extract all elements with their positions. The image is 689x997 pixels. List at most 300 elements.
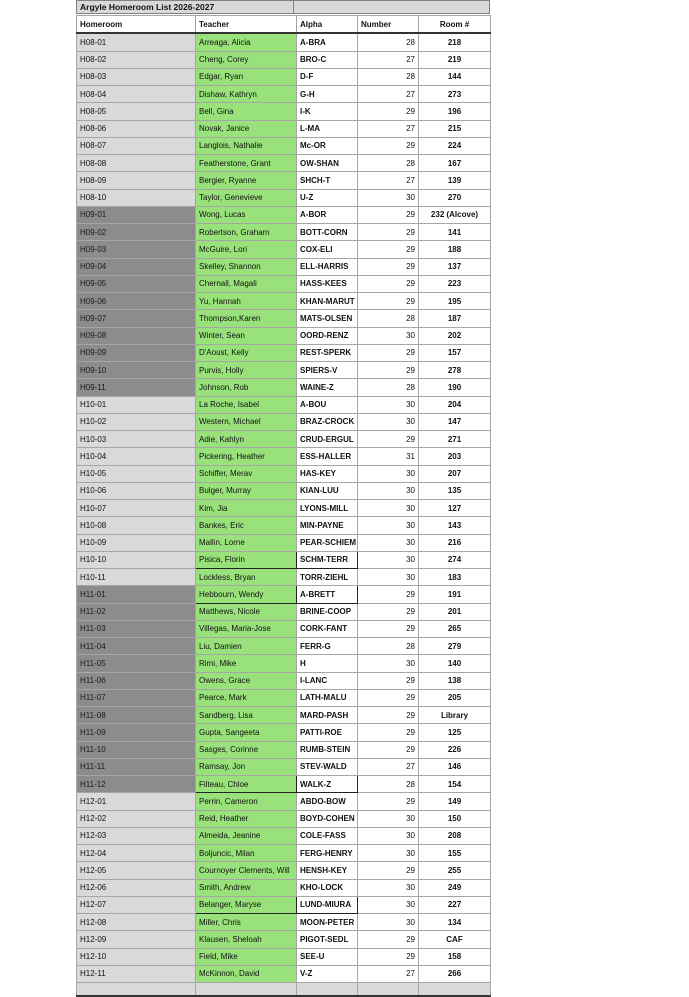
room-cell[interactable]: 167 [419,155,491,172]
room-cell[interactable]: 157 [419,344,491,361]
room-cell[interactable]: 188 [419,241,491,258]
alpha-cell[interactable]: LYONS-MILL [297,500,358,517]
header-room[interactable]: Room # [419,16,491,34]
homeroom-cell[interactable]: H08-01 [77,33,196,51]
teacher-cell[interactable]: Ramsay, Jon [196,758,297,775]
number-cell[interactable]: 29 [358,724,419,741]
alpha-cell[interactable]: SHCH-T [297,172,358,189]
number-cell[interactable]: 30 [358,655,419,672]
room-cell[interactable]: 143 [419,517,491,534]
homeroom-cell[interactable]: H12-01 [77,793,196,810]
number-cell[interactable]: 28 [358,310,419,327]
teacher-cell[interactable]: Dishaw, Kathryn [196,86,297,103]
number-cell[interactable]: 28 [358,638,419,655]
teacher-cell[interactable]: Klausen, Sheloah [196,931,297,948]
number-cell[interactable]: 29 [358,707,419,724]
table-row [77,517,491,534]
room-cell[interactable]: 144 [419,68,491,85]
title-filler-cell[interactable] [294,0,490,14]
homeroom-cell[interactable]: H12-10 [77,948,196,965]
homeroom-cell[interactable]: H09-04 [77,258,196,275]
alpha-cell[interactable]: KHAN-MARUT [297,293,358,310]
homeroom-cell[interactable]: H09-03 [77,241,196,258]
alpha-cell[interactable]: LATH-MALU [297,689,358,706]
sheet-title[interactable]: Argyle Homeroom List 2026-2027 [76,0,294,14]
alpha-cell[interactable]: STEV-WALD [297,758,358,775]
homeroom-cell[interactable]: H10-11 [77,569,196,586]
teacher-cell[interactable]: Robertson, Graham [196,224,297,241]
room-cell[interactable]: 139 [419,172,491,189]
teacher-cell[interactable]: Kim, Jia [196,500,297,517]
alpha-cell[interactable]: A-BRETT [297,586,358,603]
number-cell[interactable]: 30 [358,534,419,551]
alpha-cell[interactable]: A-BOU [297,396,358,413]
alpha-cell[interactable]: L-MA [297,120,358,137]
homeroom-cell[interactable]: H09-09 [77,344,196,361]
footer-cell[interactable] [196,983,297,997]
alpha-cell[interactable]: KHO-LOCK [297,879,358,896]
homeroom-cell[interactable]: H08-09 [77,172,196,189]
room-cell[interactable]: 155 [419,845,491,862]
room-cell[interactable]: 271 [419,431,491,448]
number-cell[interactable]: 28 [358,379,419,396]
room-cell[interactable]: 191 [419,586,491,603]
alpha-cell[interactable]: WAINE-Z [297,379,358,396]
number-cell[interactable]: 29 [358,689,419,706]
teacher-cell[interactable]: Owens, Grace [196,672,297,689]
table-row [77,620,491,637]
alpha-cell[interactable]: SCHM-TERR [297,551,358,568]
homeroom-cell[interactable]: H11-02 [77,603,196,620]
homeroom-cell[interactable]: H11-12 [77,776,196,793]
header-number[interactable]: Number [358,16,419,34]
alpha-cell[interactable]: CORK-FANT [297,620,358,637]
alpha-cell[interactable]: BRINE-COOP [297,603,358,620]
teacher-cell[interactable]: D'Aoust, Kelly [196,344,297,361]
number-cell[interactable]: 27 [358,51,419,68]
alpha-cell[interactable]: BOTT-CORN [297,224,358,241]
number-cell[interactable]: 29 [358,431,419,448]
teacher-cell[interactable]: Boljuncic, Milan [196,845,297,862]
alpha-cell[interactable]: HASS-KEES [297,275,358,292]
alpha-cell[interactable]: HAS-KEY [297,465,358,482]
room-cell[interactable]: 232 (Alcove) [419,206,491,223]
room-cell[interactable]: 278 [419,362,491,379]
room-cell[interactable]: 203 [419,448,491,465]
teacher-cell[interactable]: Filteau, Chloe [196,776,297,793]
alpha-cell[interactable]: COX-ELI [297,241,358,258]
room-cell[interactable]: 150 [419,810,491,827]
teacher-cell[interactable]: Edgar, Ryan [196,68,297,85]
alpha-cell[interactable]: COLE-FASS [297,827,358,844]
room-cell[interactable]: 223 [419,275,491,292]
teacher-cell[interactable]: Sasges, Corinne [196,741,297,758]
room-cell[interactable]: 205 [419,689,491,706]
number-cell[interactable]: 29 [358,103,419,120]
room-cell[interactable]: 208 [419,827,491,844]
alpha-cell[interactable]: ABDO-BOW [297,793,358,810]
alpha-cell[interactable]: BOYD-COHEN [297,810,358,827]
homeroom-cell[interactable]: H11-09 [77,724,196,741]
number-cell[interactable]: 29 [358,948,419,965]
room-cell[interactable]: 249 [419,879,491,896]
alpha-cell[interactable]: SPIERS-V [297,362,358,379]
homeroom-cell[interactable]: H08-10 [77,189,196,206]
room-cell[interactable]: 190 [419,379,491,396]
number-cell[interactable]: 30 [358,845,419,862]
number-cell[interactable]: 30 [358,879,419,896]
teacher-cell[interactable]: Mallin, Lorne [196,534,297,551]
homeroom-cell[interactable]: H11-11 [77,758,196,775]
footer-cell[interactable] [297,983,358,997]
teacher-cell[interactable]: Thompson,Karen [196,310,297,327]
teacher-cell[interactable]: Western, Michael [196,413,297,430]
homeroom-cell[interactable]: H08-02 [77,51,196,68]
alpha-cell[interactable]: ESS-HALLER [297,448,358,465]
homeroom-cell[interactable]: H08-08 [77,155,196,172]
alpha-cell[interactable]: V-Z [297,965,358,982]
room-cell[interactable]: 146 [419,758,491,775]
alpha-cell[interactable]: TORR-ZIEHL [297,569,358,586]
teacher-cell[interactable]: Pearce, Mark [196,689,297,706]
room-cell[interactable]: 140 [419,655,491,672]
homeroom-cell[interactable]: H09-07 [77,310,196,327]
homeroom-cell[interactable]: H09-05 [77,275,196,292]
number-cell[interactable]: 30 [358,465,419,482]
homeroom-cell[interactable]: H09-06 [77,293,196,310]
teacher-cell[interactable]: Johnson, Rob [196,379,297,396]
alpha-cell[interactable]: HENSH-KEY [297,862,358,879]
number-cell[interactable]: 28 [358,155,419,172]
room-cell[interactable]: 134 [419,914,491,931]
alpha-cell[interactable]: Mc-OR [297,137,358,154]
alpha-cell[interactable]: REST-SPERK [297,344,358,361]
room-cell[interactable]: 218 [419,33,491,51]
footer-cell[interactable] [77,983,196,997]
room-cell[interactable]: Library [419,707,491,724]
number-cell[interactable]: 31 [358,448,419,465]
room-cell[interactable]: 219 [419,51,491,68]
room-cell[interactable]: 202 [419,327,491,344]
alpha-cell[interactable]: I-LANC [297,672,358,689]
homeroom-cell[interactable]: H11-10 [77,741,196,758]
alpha-cell[interactable]: MATS-OLSEN [297,310,358,327]
teacher-cell[interactable]: Novak, Janice [196,120,297,137]
table-row [77,396,491,413]
homeroom-cell[interactable]: H10-01 [77,396,196,413]
teacher-cell[interactable]: Lockless, Bryan [196,569,297,586]
number-cell[interactable]: 29 [358,275,419,292]
teacher-cell[interactable]: La Roche, Isabel [196,396,297,413]
room-cell[interactable]: 227 [419,896,491,913]
alpha-cell[interactable]: SEE-U [297,948,358,965]
homeroom-cell[interactable]: H11-07 [77,689,196,706]
room-cell[interactable]: 279 [419,638,491,655]
table-row [77,724,491,741]
teacher-cell[interactable]: Smith, Andrew [196,879,297,896]
room-cell[interactable]: 201 [419,603,491,620]
room-cell[interactable]: 265 [419,620,491,637]
number-cell[interactable]: 30 [358,827,419,844]
homeroom-cell[interactable]: H10-05 [77,465,196,482]
teacher-cell[interactable]: Reid, Heather [196,810,297,827]
teacher-cell[interactable]: Liu, Damien [196,638,297,655]
number-cell[interactable]: 30 [358,500,419,517]
alpha-cell[interactable]: KIAN-LUU [297,482,358,499]
room-cell[interactable]: 216 [419,534,491,551]
homeroom-cell[interactable]: H12-06 [77,879,196,896]
teacher-cell[interactable]: Hebbourn, Wendy [196,586,297,603]
teacher-cell[interactable]: Pickering, Heather [196,448,297,465]
room-cell[interactable]: 127 [419,500,491,517]
teacher-cell[interactable]: Schiffer, Merav [196,465,297,482]
teacher-cell[interactable]: Skelley, Shannon [196,258,297,275]
room-cell[interactable]: CAF [419,931,491,948]
number-cell[interactable]: 29 [358,586,419,603]
room-cell[interactable]: 135 [419,482,491,499]
teacher-cell[interactable]: Chernall, Magali [196,275,297,292]
room-cell[interactable]: 224 [419,137,491,154]
number-cell[interactable]: 29 [358,741,419,758]
number-cell[interactable]: 29 [358,241,419,258]
footer-cell[interactable] [358,983,419,997]
number-cell[interactable]: 28 [358,776,419,793]
homeroom-cell[interactable]: H12-08 [77,914,196,931]
teacher-cell[interactable]: Gupta, Sangeeta [196,724,297,741]
homeroom-cell[interactable]: H10-03 [77,431,196,448]
alpha-cell[interactable]: MOON-PETER [297,914,358,931]
alpha-cell[interactable]: OORD-RENZ [297,327,358,344]
header-homeroom[interactable]: Homeroom [77,16,196,34]
room-cell[interactable]: 215 [419,120,491,137]
number-cell[interactable]: 28 [358,33,419,51]
alpha-cell[interactable]: G-H [297,86,358,103]
room-cell[interactable]: 195 [419,293,491,310]
table-row [77,845,491,862]
homeroom-cell[interactable]: H12-09 [77,931,196,948]
number-cell[interactable]: 29 [358,344,419,361]
number-cell[interactable]: 30 [358,482,419,499]
header-alpha[interactable]: Alpha [297,16,358,34]
teacher-cell[interactable]: McKinnon, David [196,965,297,982]
number-cell[interactable]: 29 [358,206,419,223]
teacher-cell[interactable]: Belanger, Maryse [196,896,297,913]
teacher-cell[interactable]: Matthews, Nicole [196,603,297,620]
room-cell[interactable]: 273 [419,86,491,103]
teacher-cell[interactable]: Pisica, Florin [196,551,297,568]
number-cell[interactable]: 30 [358,517,419,534]
table-row [77,689,491,706]
number-cell[interactable]: 30 [358,413,419,430]
homeroom-spreadsheet [76,0,490,997]
teacher-cell[interactable]: Taylor, Genevieve [196,189,297,206]
alpha-cell[interactable]: PATTI-ROE [297,724,358,741]
teacher-cell[interactable]: Wong, Lucas [196,206,297,223]
alpha-cell[interactable]: BRAZ-CROCK [297,413,358,430]
teacher-cell[interactable]: Langlois, Nathalie [196,137,297,154]
homeroom-cell[interactable]: H12-11 [77,965,196,982]
homeroom-cell[interactable]: H11-08 [77,707,196,724]
teacher-cell[interactable]: Winter, Sean [196,327,297,344]
alpha-cell[interactable]: I-K [297,103,358,120]
room-cell[interactable]: 141 [419,224,491,241]
number-cell[interactable]: 30 [358,551,419,568]
teacher-cell[interactable]: Bell, Gina [196,103,297,120]
teacher-cell[interactable]: Villegas, Maria-Jose [196,620,297,637]
room-cell[interactable]: 204 [419,396,491,413]
alpha-cell[interactable]: MARD-PASH [297,707,358,724]
teacher-cell[interactable]: Bergier, Ryanne [196,172,297,189]
alpha-cell[interactable]: H [297,655,358,672]
homeroom-cell[interactable]: H12-07 [77,896,196,913]
number-cell[interactable]: 29 [358,931,419,948]
room-cell[interactable]: 158 [419,948,491,965]
number-cell[interactable]: 30 [358,396,419,413]
number-cell[interactable]: 29 [358,137,419,154]
number-cell[interactable]: 30 [358,327,419,344]
homeroom-cell[interactable]: H11-01 [77,586,196,603]
number-cell[interactable]: 29 [358,293,419,310]
room-cell[interactable]: 207 [419,465,491,482]
room-cell[interactable]: 270 [419,189,491,206]
homeroom-cell[interactable]: H09-10 [77,362,196,379]
homeroom-cell[interactable]: H10-06 [77,482,196,499]
alpha-cell[interactable]: PEAR-SCHIEM [297,534,358,551]
room-cell[interactable]: 183 [419,569,491,586]
teacher-cell[interactable]: Field, Mike [196,948,297,965]
number-cell[interactable]: 29 [358,603,419,620]
homeroom-cell[interactable]: H08-07 [77,137,196,154]
alpha-cell[interactable]: BRO-C [297,51,358,68]
homeroom-cell[interactable]: H10-09 [77,534,196,551]
room-cell[interactable]: 149 [419,793,491,810]
number-cell[interactable]: 30 [358,810,419,827]
alpha-cell[interactable]: WALK-Z [297,776,358,793]
alpha-cell[interactable]: PIGOT-SEDL [297,931,358,948]
homeroom-cell[interactable]: H09-11 [77,379,196,396]
homeroom-cell[interactable]: H12-03 [77,827,196,844]
alpha-cell[interactable]: MIN-PAYNE [297,517,358,534]
alpha-cell[interactable]: FERR-G [297,638,358,655]
room-cell[interactable]: 125 [419,724,491,741]
alpha-cell[interactable]: U-Z [297,189,358,206]
number-cell[interactable]: 29 [358,224,419,241]
homeroom-cell[interactable]: H10-02 [77,413,196,430]
teacher-cell[interactable]: Adie, Kahlyn [196,431,297,448]
number-cell[interactable]: 29 [358,672,419,689]
alpha-cell[interactable]: LUND-MIURA [297,896,358,913]
number-cell[interactable]: 29 [358,620,419,637]
number-cell[interactable]: 27 [358,965,419,982]
teacher-cell[interactable]: Perrin, Cameron [196,793,297,810]
homeroom-cell[interactable]: H11-03 [77,620,196,637]
number-cell[interactable]: 27 [358,758,419,775]
room-cell[interactable]: 255 [419,862,491,879]
room-cell[interactable]: 138 [419,672,491,689]
teacher-cell[interactable]: Purvis, Holly [196,362,297,379]
table-row [77,68,491,85]
number-cell[interactable]: 30 [358,914,419,931]
alpha-cell[interactable]: A-BOR [297,206,358,223]
homeroom-cell[interactable]: H12-04 [77,845,196,862]
table-row [77,448,491,465]
teacher-cell[interactable]: Bulger, Murray [196,482,297,499]
homeroom-cell[interactable]: H09-02 [77,224,196,241]
room-cell[interactable]: 154 [419,776,491,793]
table-row [77,275,491,292]
teacher-cell[interactable]: Rimi, Mike [196,655,297,672]
number-cell[interactable]: 29 [358,258,419,275]
alpha-cell[interactable]: D-F [297,68,358,85]
alpha-cell[interactable]: CRUD-ERGUL [297,431,358,448]
table-row [77,189,491,206]
number-cell[interactable]: 27 [358,86,419,103]
homeroom-cell[interactable]: H08-04 [77,86,196,103]
number-cell[interactable]: 30 [358,189,419,206]
teacher-cell[interactable]: Cournoyer Clements, Will [196,862,297,879]
number-cell[interactable]: 29 [358,362,419,379]
homeroom-cell[interactable]: H09-01 [77,206,196,223]
room-cell[interactable]: 266 [419,965,491,982]
homeroom-cell[interactable]: H08-06 [77,120,196,137]
teacher-cell[interactable]: Sandberg, Lisa [196,707,297,724]
number-cell[interactable]: 27 [358,120,419,137]
teacher-cell[interactable]: Yu, Hannah [196,293,297,310]
room-cell[interactable]: 196 [419,103,491,120]
homeroom-cell[interactable]: H08-03 [77,68,196,85]
homeroom-cell[interactable]: H08-05 [77,103,196,120]
alpha-cell[interactable]: ELL-HARRIS [297,258,358,275]
number-cell[interactable]: 30 [358,569,419,586]
teacher-cell[interactable]: Arreaga, Alicia [196,33,297,51]
room-cell[interactable]: 274 [419,551,491,568]
homeroom-cell[interactable]: H11-04 [77,638,196,655]
homeroom-cell[interactable]: H12-02 [77,810,196,827]
homeroom-cell[interactable]: H10-07 [77,500,196,517]
room-cell[interactable]: 226 [419,741,491,758]
table-row [77,569,491,586]
homeroom-cell[interactable]: H12-05 [77,862,196,879]
teacher-cell[interactable]: McGuire, Lori [196,241,297,258]
room-cell[interactable]: 147 [419,413,491,430]
alpha-cell[interactable]: OW-SHAN [297,155,358,172]
teacher-cell[interactable]: Almeida, Jeanine [196,827,297,844]
teacher-cell[interactable]: Miller, Chris [196,914,297,931]
header-teacher[interactable]: Teacher [196,16,297,34]
homeroom-cell[interactable]: H11-05 [77,655,196,672]
number-cell[interactable]: 27 [358,172,419,189]
teacher-cell[interactable]: Featherstone, Grant [196,155,297,172]
number-cell[interactable]: 30 [358,896,419,913]
footer-cell[interactable] [419,983,491,997]
homeroom-cell[interactable]: H11-06 [77,672,196,689]
room-cell[interactable]: 187 [419,310,491,327]
teacher-cell[interactable]: Bankes, Eric [196,517,297,534]
alpha-cell[interactable]: A-BRA [297,33,358,51]
number-cell[interactable]: 29 [358,862,419,879]
table-row [77,638,491,655]
homeroom-cell[interactable]: H10-04 [77,448,196,465]
homeroom-cell[interactable]: H09-08 [77,327,196,344]
alpha-cell[interactable]: RUMB-STEIN [297,741,358,758]
number-cell[interactable]: 29 [358,793,419,810]
homeroom-cell[interactable]: H10-08 [77,517,196,534]
number-cell[interactable]: 28 [358,68,419,85]
teacher-cell[interactable]: Cheng, Corey [196,51,297,68]
homeroom-cell[interactable]: H10-10 [77,551,196,568]
room-cell[interactable]: 137 [419,258,491,275]
alpha-cell[interactable]: FERG-HENRY [297,845,358,862]
